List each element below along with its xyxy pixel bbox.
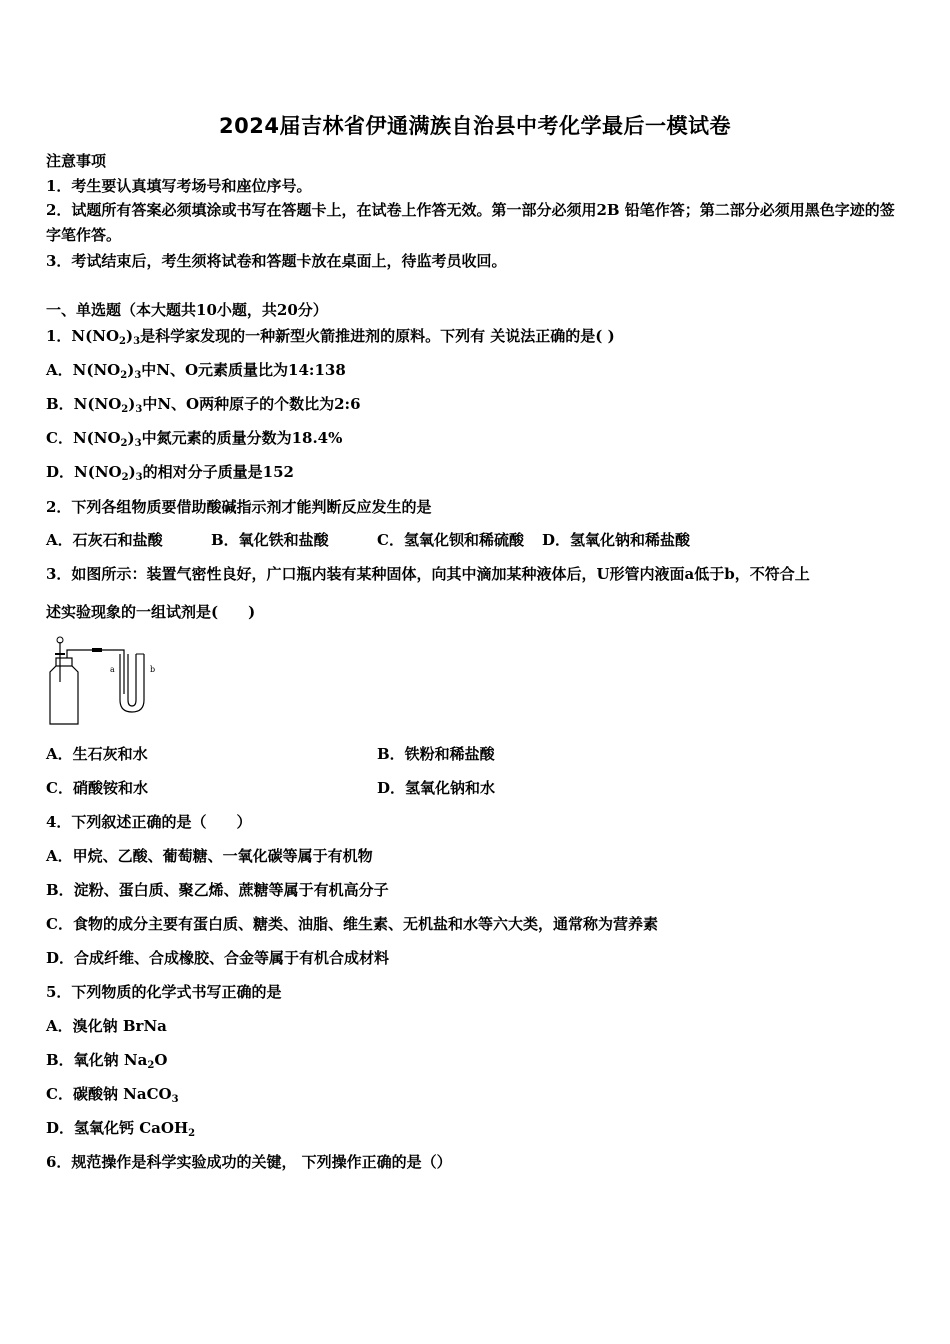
q5-stem: 5．下列物质的化学式书写正确的是 bbox=[46, 983, 282, 1001]
q5-option-b[interactable] bbox=[46, 1050, 167, 1076]
q1-option-b[interactable] bbox=[46, 394, 361, 420]
q1-option-c[interactable] bbox=[46, 428, 342, 454]
sub: 3 bbox=[135, 472, 143, 483]
option-label: D．N(NO bbox=[46, 463, 122, 481]
option-label: C．N(NO bbox=[46, 429, 121, 447]
option-text: O bbox=[154, 1051, 168, 1069]
option-text: 中N、O两种原子的个数比为2:6 bbox=[142, 395, 361, 413]
q5-option-d[interactable] bbox=[46, 1118, 195, 1144]
section-heading: 一、单选题（本大题共10小题，共20分） bbox=[46, 301, 328, 319]
sub: 3 bbox=[134, 438, 142, 449]
q3-option-a[interactable]: A．生石灰和水 bbox=[46, 745, 148, 763]
paren: ) bbox=[128, 395, 136, 413]
notice-item-2: 2．试题所有答案必须填涂或书写在答题卡上，在试卷上作答无效。第一部分必须用2B 铅笔作答；第二部分必须用黑色字迹的签字笔作答。 bbox=[46, 201, 895, 244]
sub: 2 bbox=[120, 370, 128, 381]
exam-title: 2024届吉林省伊通满族自治县中考化学最后一模试卷 bbox=[219, 114, 731, 138]
option-text: 中氮元素的质量分数为18.4% bbox=[141, 429, 343, 447]
q3-option-b[interactable]: B．铁粉和稀盐酸 bbox=[377, 745, 495, 763]
q4-stem: 4．下列叙述正确的是（ ） bbox=[46, 813, 252, 831]
q2-option-d[interactable]: D．氢氧化钠和稀盐酸 bbox=[542, 531, 691, 549]
q5-option-a[interactable]: A．溴化钠 BrNa bbox=[46, 1017, 167, 1035]
sub: 2 bbox=[120, 438, 128, 449]
option-text: 的相对分子质量是152 bbox=[142, 463, 294, 481]
option-text: D．氢氧化钙 CaOH bbox=[46, 1119, 189, 1137]
paren: ) bbox=[127, 429, 135, 447]
q2-option-a[interactable]: A．石灰石和盐酸 bbox=[46, 531, 163, 549]
option-text: B．氧化钠 Na bbox=[46, 1051, 148, 1069]
q1-sub: 3 bbox=[133, 336, 141, 347]
q1-stem-part: 是科学家发现的一种新型火箭推进剂的原料。下列有 关说法正确的是( ) bbox=[140, 327, 615, 345]
q4-option-c[interactable]: C．食物的成分主要有蛋白质、糖类、油脂、维生素、无机盐和水等六大类，通常称为营养素 bbox=[46, 915, 658, 933]
q2-option-c[interactable]: C．氢氧化钡和稀硫酸 bbox=[377, 531, 524, 549]
q3-stem-line-1: 3．如图所示：装置气密性良好，广口瓶内装有某种固体，向其中滴加某种液体后，U形管内液面a低于b，不符合上 bbox=[46, 565, 810, 583]
label-b: b bbox=[150, 665, 156, 674]
q3-option-d[interactable]: D．氢氧化钠和水 bbox=[377, 779, 496, 797]
q3-stem-line-2: 述实验现象的一组试剂是( ) bbox=[46, 603, 256, 621]
notice-heading: 注意事项 bbox=[46, 152, 107, 170]
q4-option-b[interactable]: B．淀粉、蛋白质、聚乙烯、蔗糖等属于有机高分子 bbox=[46, 881, 389, 899]
option-text: 中N、O元素质量比为14:138 bbox=[141, 361, 346, 379]
sub: 2 bbox=[121, 472, 129, 483]
paren: ) bbox=[127, 361, 135, 379]
apparatus-diagram bbox=[40, 632, 170, 732]
q4-option-d[interactable]: D．合成纤维、合成橡胶、合金等属于有机合成材料 bbox=[46, 949, 390, 967]
sub: 2 bbox=[121, 404, 129, 415]
option-label: A．N(NO bbox=[46, 361, 121, 379]
sub: 2 bbox=[147, 1060, 155, 1071]
option-text: C．碳酸钠 NaCO bbox=[46, 1085, 172, 1103]
sub: 2 bbox=[188, 1128, 196, 1139]
sub: 3 bbox=[171, 1094, 179, 1105]
notice-item-1: 1．考生要认真填写考场号和座位序号。 bbox=[46, 177, 312, 195]
q1-option-a[interactable] bbox=[46, 360, 346, 386]
q5-option-c[interactable] bbox=[46, 1084, 179, 1110]
q3-option-c[interactable]: C．硝酸铵和水 bbox=[46, 779, 148, 797]
label-a: a bbox=[110, 665, 115, 674]
q1-option-d[interactable] bbox=[46, 462, 294, 488]
option-label: B．N(NO bbox=[46, 395, 122, 413]
q1-stem-part: 1．N(NO bbox=[46, 327, 120, 345]
q2-stem: 2．下列各组物质要借助酸碱指示剂才能判断反应发生的是 bbox=[46, 498, 432, 516]
notice-item-3: 3．考试结束后，考生须将试卷和答题卡放在桌面上，待监考员收回。 bbox=[46, 252, 507, 270]
q6-stem: 6．规范操作是科学实验成功的关键， 下列操作正确的是（） bbox=[46, 1153, 452, 1171]
q1-sub: 2 bbox=[119, 336, 126, 347]
q1-stem-part: ) bbox=[126, 327, 134, 345]
q2-option-b[interactable]: B．氧化铁和盐酸 bbox=[211, 531, 329, 549]
paren: ) bbox=[128, 463, 136, 481]
sub: 3 bbox=[134, 370, 142, 381]
q4-option-a[interactable]: A．甲烷、乙酸、葡萄糖、一氧化碳等属于有机物 bbox=[46, 847, 373, 865]
q1-stem bbox=[46, 326, 615, 352]
sub: 3 bbox=[135, 404, 143, 415]
